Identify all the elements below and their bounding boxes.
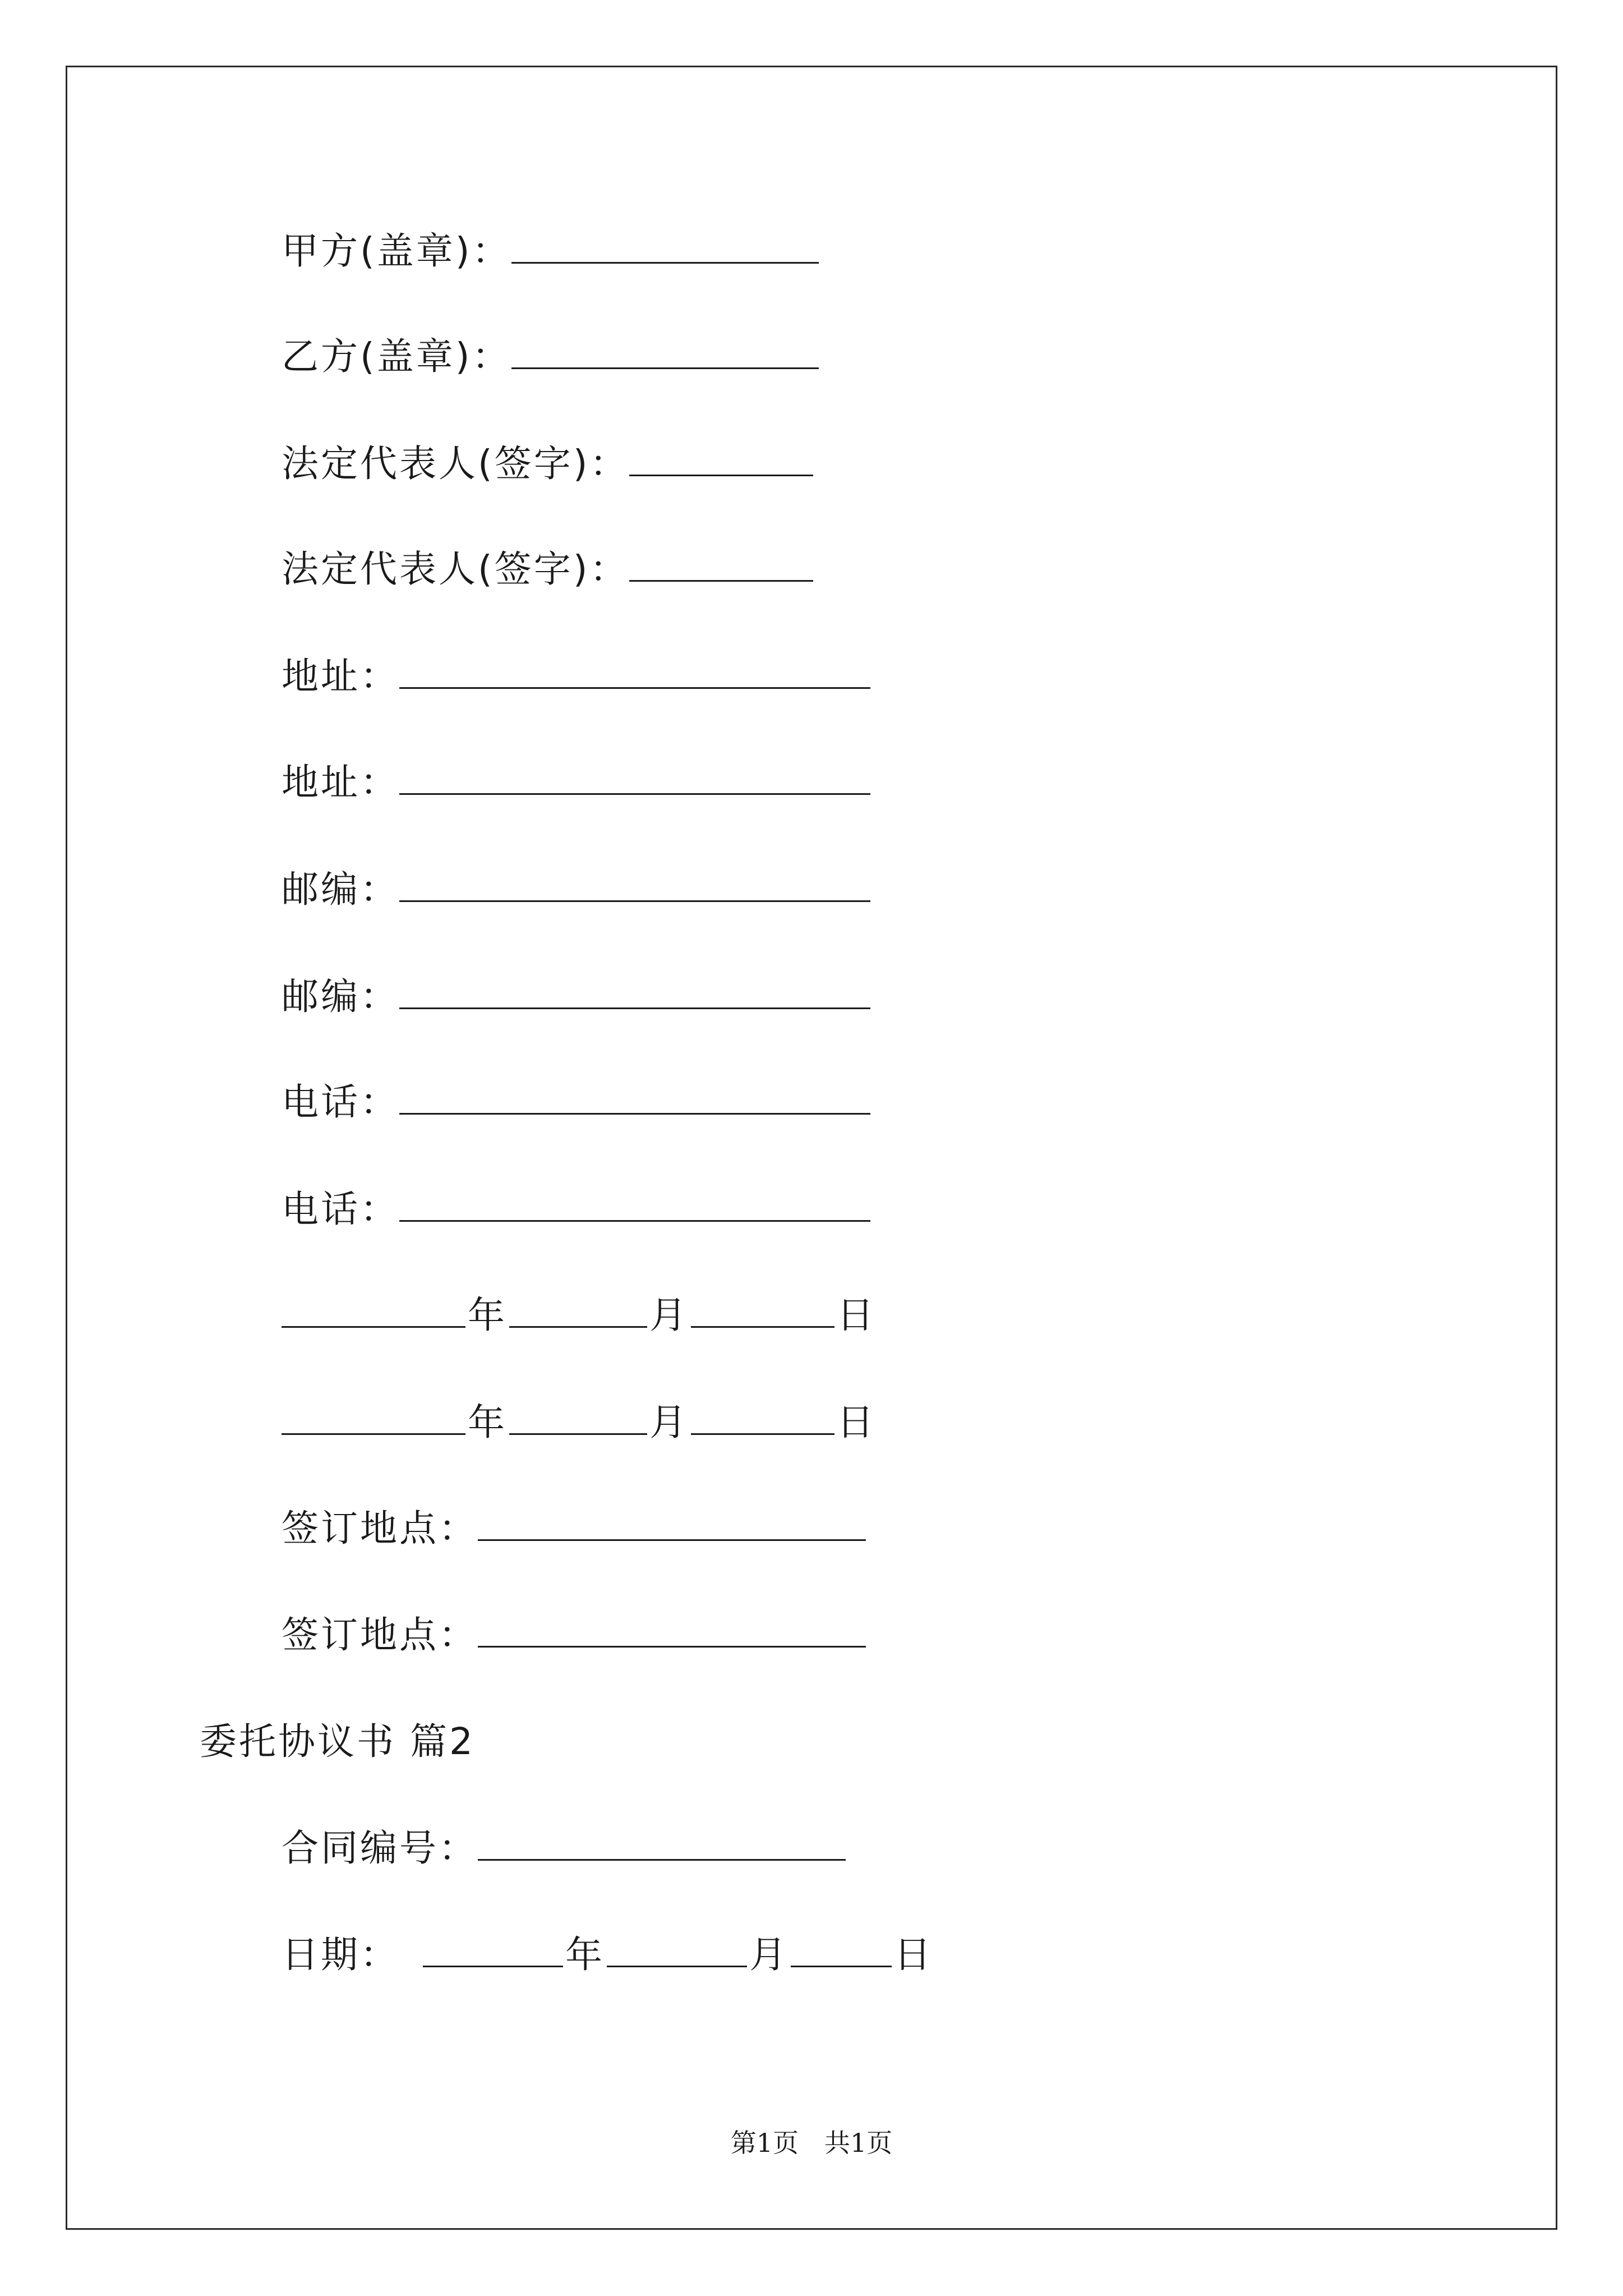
address-line-1: [282, 654, 870, 699]
sign-place-label-1: 签订地点：: [282, 1507, 478, 1550]
phone-line-2: [282, 1187, 870, 1232]
address-line-2: [282, 760, 870, 805]
sign-place-label-2: 签订地点：: [282, 1613, 478, 1657]
contract-number-line: [282, 1826, 846, 1871]
year-unit-2: 年: [468, 1401, 507, 1444]
address-blank-2[interactable]: [399, 760, 870, 795]
day-blank-2[interactable]: [691, 1400, 834, 1435]
day-blank-1[interactable]: [691, 1293, 834, 1328]
sign-place-blank-2[interactable]: [478, 1613, 866, 1648]
contract-month-blank[interactable]: [607, 1932, 747, 1967]
contract-day-blank[interactable]: [791, 1932, 892, 1967]
month-unit-1: 月: [649, 1294, 689, 1337]
legal-rep-label-2: 法定代表人(签字)：: [282, 547, 629, 591]
legal-rep-label-1: 法定代表人(签字)：: [282, 442, 629, 485]
phone-label-1: 电话：: [282, 1080, 399, 1124]
party-a-seal-label: 甲方(盖章)：: [282, 229, 511, 273]
day-unit-2: 日: [837, 1401, 876, 1444]
sign-place-line-2: [282, 1613, 866, 1658]
postcode-line-1: [282, 867, 870, 912]
year-blank-1[interactable]: [282, 1293, 465, 1328]
party-a-seal-line: [282, 229, 819, 274]
postcode-line-2: [282, 974, 870, 1019]
contract-year-blank[interactable]: [423, 1932, 563, 1967]
contract-day-unit: 日: [894, 1933, 933, 1976]
month-unit-2: 月: [649, 1401, 689, 1444]
sign-place-blank-1[interactable]: [478, 1506, 866, 1541]
phone-label-2: 电话：: [282, 1188, 399, 1231]
date-line-1: [282, 1293, 878, 1338]
postcode-blank-1[interactable]: [399, 867, 870, 902]
year-unit-1: 年: [468, 1294, 507, 1337]
postcode-blank-2[interactable]: [399, 974, 870, 1009]
postcode-label-1: 邮编：: [282, 868, 399, 911]
sign-place-line-1: [282, 1506, 866, 1551]
party-b-seal-line: [282, 334, 819, 379]
contract-date-label: 日期：: [282, 1933, 399, 1976]
month-blank-1[interactable]: [509, 1293, 647, 1328]
page-number-footer: 第1页 共1页: [730, 2128, 893, 2158]
legal-rep-line-2: [282, 547, 813, 592]
party-b-seal-blank[interactable]: [511, 334, 819, 369]
page-border: [66, 66, 1557, 2230]
address-blank-1[interactable]: [399, 654, 870, 689]
party-b-seal-label: 乙方(盖章)：: [282, 335, 511, 378]
address-label-2: 地址：: [282, 761, 399, 804]
party-a-seal-blank[interactable]: [511, 229, 819, 264]
phone-blank-2[interactable]: [399, 1187, 870, 1222]
legal-rep-line-1: [282, 441, 813, 486]
legal-rep-blank-1[interactable]: [629, 441, 813, 476]
contract-number-label: 合同编号：: [282, 1826, 478, 1870]
contract-month-unit: 月: [749, 1933, 789, 1976]
contract-year-unit: 年: [565, 1933, 605, 1976]
day-unit-1: 日: [837, 1294, 876, 1337]
date-line-2: [282, 1400, 878, 1445]
legal-rep-blank-2[interactable]: [629, 547, 813, 582]
section-title: 委托协议书 篇2: [200, 1720, 475, 1763]
phone-line-1: [282, 1080, 870, 1125]
phone-blank-1[interactable]: [399, 1080, 870, 1115]
contract-number-blank[interactable]: [478, 1826, 846, 1861]
contract-date-line: [282, 1932, 935, 1977]
postcode-label-2: 邮编：: [282, 975, 399, 1018]
month-blank-2[interactable]: [509, 1400, 647, 1435]
year-blank-2[interactable]: [282, 1400, 465, 1435]
address-label-1: 地址：: [282, 655, 399, 698]
